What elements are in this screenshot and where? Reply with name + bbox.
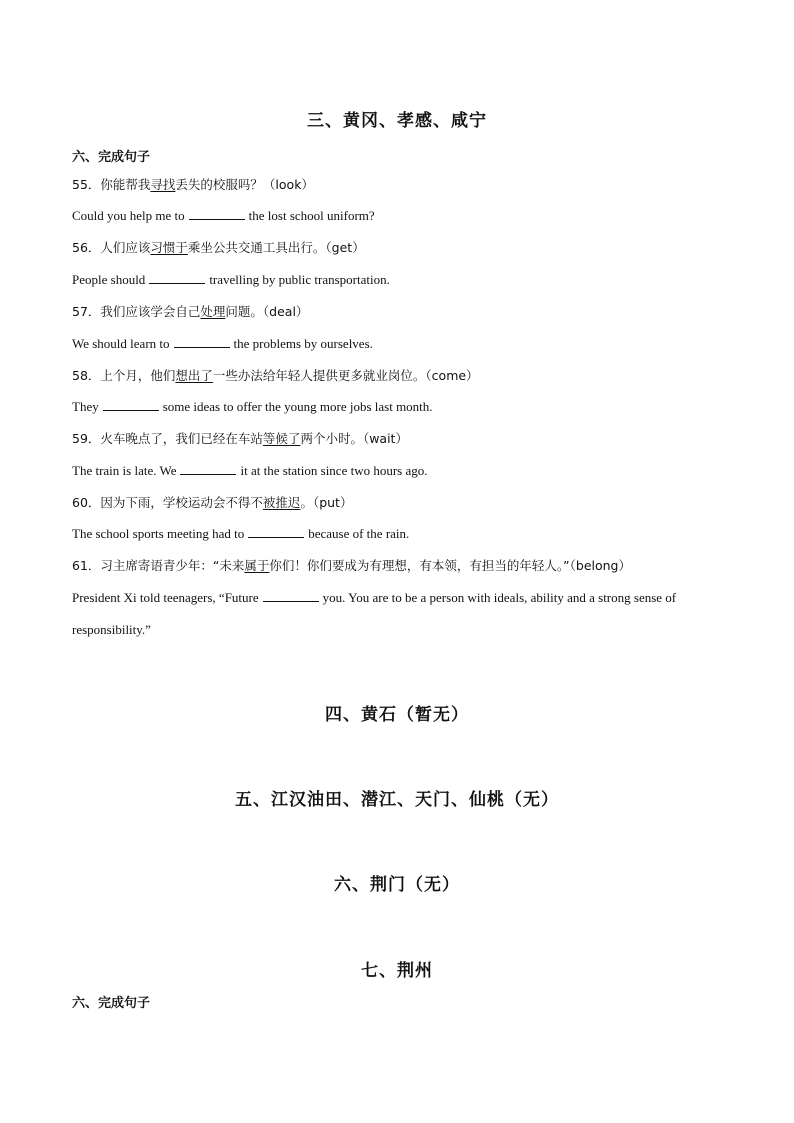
question-61-zh: 61．习主席寄语青少年：“未来属于你们！你们要成为有理想，有本领，有担当的年轻人。”（belong）	[72, 558, 631, 573]
section-title-jingzhou: 七、荆州	[361, 961, 433, 981]
underlined-phrase: 等候了	[262, 431, 301, 446]
section-title-huangshi: 四、黄石（暂无）	[325, 705, 469, 725]
section-title-jianghan: 五、江汉油田、潜江、天门、仙桃（无）	[235, 790, 559, 810]
question-58-en: They some ideas to offer the young more jobs last month.	[72, 399, 433, 414]
question-56-en: People should travelling by public transportation.	[72, 272, 390, 287]
underlined-phrase: 寻找	[150, 177, 176, 192]
answer-blank[interactable]	[180, 463, 236, 475]
underlined-phrase: 属于	[244, 558, 270, 573]
underlined-phrase: 处理	[200, 304, 226, 319]
question-58-zh: 58．上个月，他们想出了一些办法给年轻人提供更多就业岗位。（come）	[72, 368, 479, 383]
question-60-zh: 60．因为下雨，学校运动会不得不被推迟。（put）	[72, 495, 353, 510]
question-61-en: President Xi told teenagers, “Future you. You are to be a person with ideals, ability and a strong sense of	[72, 590, 677, 605]
answer-blank[interactable]	[149, 272, 205, 284]
question-56-zh: 56．人们应该习惯于乘坐公共交通工具出行。（get）	[72, 240, 365, 255]
section-title-huanggang: 三、黄冈、孝感、咸宁	[307, 111, 487, 131]
underlined-phrase: 想出了	[175, 368, 213, 383]
question-59-en: The train is late. We it at the station since two hours ago.	[72, 463, 428, 478]
subtitle-complete-sentences: 六、完成句子	[72, 150, 151, 165]
answer-blank[interactable]	[103, 399, 159, 411]
question-59-zh: 59．火车晚点了，我们已经在车站等候了两个小时。（wait）	[72, 431, 408, 446]
question-61-en-continued: responsibility.”	[72, 622, 151, 637]
answer-blank[interactable]	[248, 526, 304, 538]
answer-blank[interactable]	[189, 208, 245, 220]
underlined-phrase: 习惯于	[150, 240, 188, 255]
section-title-jingmen: 六、荆门（无）	[334, 875, 460, 895]
answer-blank[interactable]	[263, 590, 319, 602]
answer-blank[interactable]	[174, 336, 230, 348]
question-55-zh: 55．你能帮我寻找丢失的校服吗？（look）	[72, 177, 314, 192]
question-57-zh: 57．我们应该学会自己处理问题。（deal）	[72, 304, 309, 319]
question-55-en: Could you help me to the lost school uniform?	[72, 208, 375, 223]
question-60-en: The school sports meeting had to because of the rain.	[72, 526, 410, 541]
underlined-phrase: 被推迟	[262, 495, 301, 510]
subtitle-complete-sentences-2: 六、完成句子	[72, 996, 151, 1011]
question-57-en: We should learn to the problems by ourselves.	[72, 336, 373, 351]
